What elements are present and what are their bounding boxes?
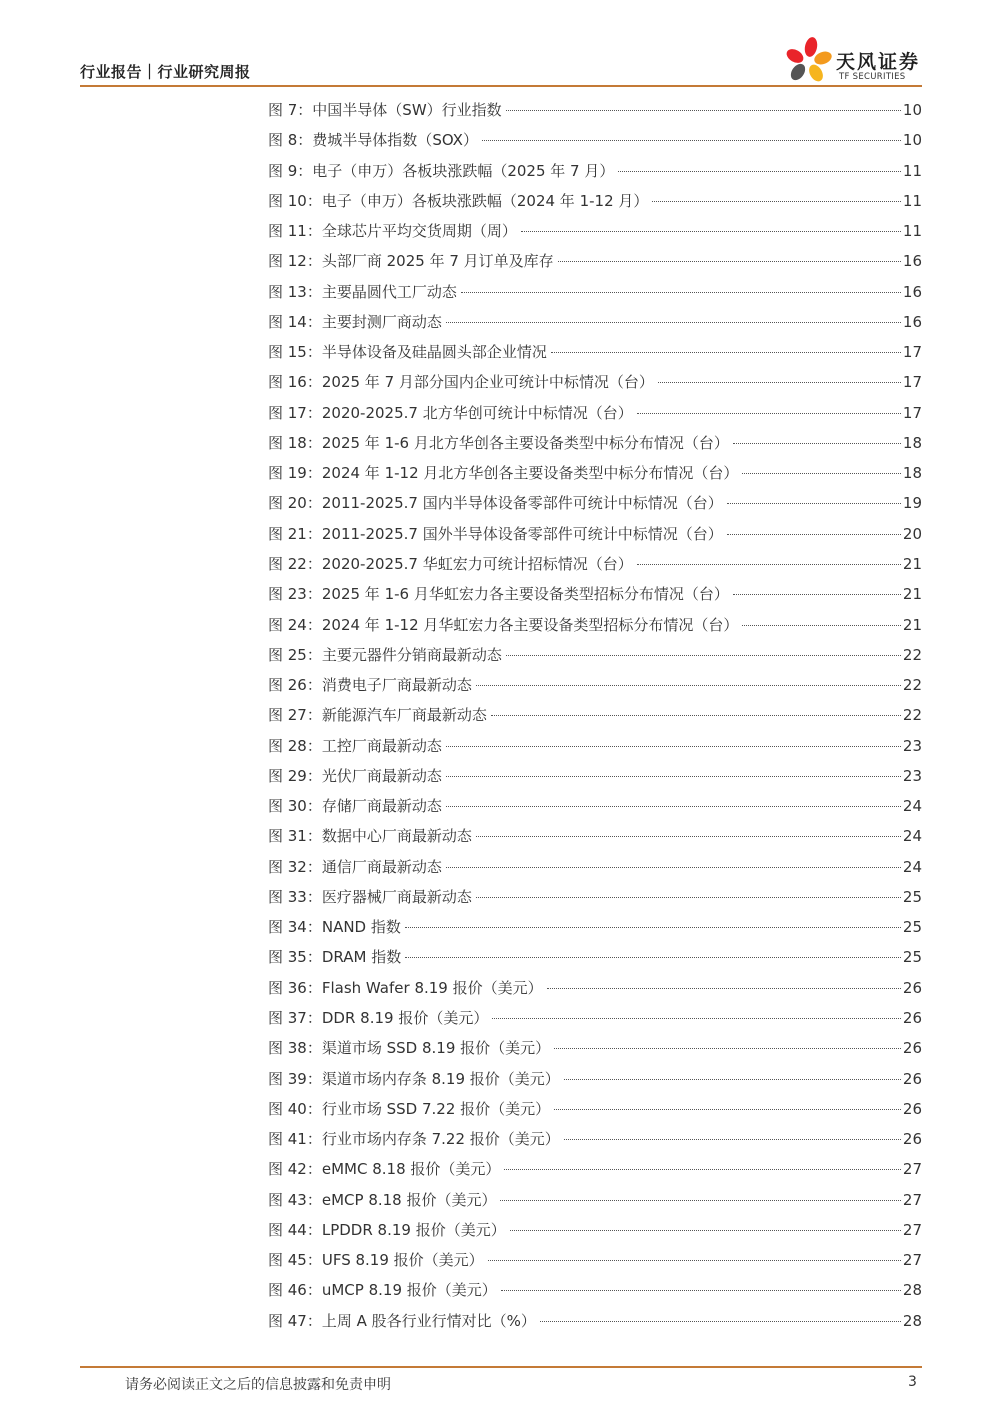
toc-entry-page: 22 [902,706,922,725]
toc-entry-label: 图 16：2025 年 7 月部分国内企业可统计中标情况（台） [268,373,654,392]
toc-entry-label: 图 25：主要元器件分销商最新动态 [268,645,502,664]
toc-entry-label: 图 18：2025 年 1-6 月北方华创各主要设备类型中标分布情况（台） [268,433,729,452]
toc-entry-page: 20 [902,524,922,543]
toc-dot-leader [446,745,901,747]
toc-dot-leader [482,139,901,141]
toc-entry-page: 26 [902,1130,922,1149]
toc-entry[interactable] [268,125,922,155]
toc-entry[interactable] [268,882,922,912]
toc-entry-label: 图 17：2020-2025.7 北方华创可统计中标情况（台） [268,403,633,422]
toc-entry-page: 26 [902,978,922,997]
toc-entry[interactable] [268,1245,922,1275]
toc-entry[interactable] [268,307,922,337]
toc-entry-page: 25 [902,918,922,937]
toc-dot-leader [405,926,901,928]
toc-entry-page: 24 [902,827,922,846]
toc-entry-label: 图 40：行业市场 SSD 7.22 报价（美元） [268,1099,551,1118]
toc-dot-leader [476,896,901,898]
toc-entry[interactable] [268,912,922,942]
toc-entry-page: 21 [902,615,922,634]
toc-dot-leader [540,1320,901,1322]
toc-dot-leader [492,1017,901,1019]
toc-entry-label: 图 7：中国半导体（SW）行业指数 [268,101,502,119]
toc-entry[interactable] [268,367,922,397]
toc-entry-page: 24 [902,857,922,876]
toc-dot-leader [547,987,901,989]
toc-entry-label: 图 13：主要晶圆代工厂动态 [268,282,457,301]
toc-entry-label: 图 26：消费电子厂商最新动态 [268,676,472,695]
toc-entry-label: 图 33：医疗器械厂商最新动态 [268,887,472,906]
toc-entry[interactable] [268,640,922,670]
toc-dot-leader [742,472,901,474]
toc-entry[interactable] [268,1215,922,1245]
flower-logo-icon [784,36,832,84]
toc-entry-label: 图 36：Flash Wafer 8.19 报价（美元） [268,978,543,997]
toc-entry-page: 11 [902,222,922,241]
toc-entry[interactable] [268,821,922,851]
toc-entry[interactable] [268,519,922,549]
toc-entry-label: 图 22：2020-2025.7 华虹宏力可统计招标情况（台） [268,554,633,573]
toc-entry-label: 图 34：NAND 指数 [268,918,401,937]
toc-dot-leader [506,109,901,111]
toc-entry[interactable] [268,973,922,1003]
toc-entry-label: 图 15：半导体设备及硅晶圆头部企业情况 [268,343,547,362]
toc-entry-label: 图 24：2024 年 1-12 月华虹宏力各主要设备类型招标分布情况（台） [268,615,739,634]
toc-entry-page: 17 [902,403,922,422]
toc-entry-label: 图 38：渠道市场 SSD 8.19 报价（美元） [268,1039,551,1058]
toc-entry[interactable] [268,1154,922,1184]
toc-entry-label: 图 9：电子（申万）各板块涨跌幅（2025 年 7 月） [268,161,615,180]
toc-entry[interactable] [268,156,922,186]
toc-entry[interactable] [268,1306,922,1336]
toc-dot-leader [491,714,901,716]
toc-entry-page: 27 [902,1220,922,1239]
footer-divider [80,1366,922,1368]
toc-entry-page: 18 [902,433,922,452]
toc-dot-leader [554,1047,901,1049]
brand-logo [784,36,934,88]
header-divider [80,85,922,87]
toc-entry-page: 10 [902,131,922,150]
toc-entry-page: 27 [902,1190,922,1209]
toc-entry-page: 25 [902,948,922,967]
toc-dot-leader [488,1259,901,1261]
toc-entry-page: 28 [902,1311,922,1330]
toc-entry[interactable] [268,337,922,367]
toc-entry-page: 28 [902,1281,922,1300]
toc-entry-page: 26 [902,1039,922,1058]
toc-dot-leader [558,260,901,262]
toc-entry[interactable] [268,791,922,821]
toc-dot-leader [637,412,901,414]
toc-entry-page: 22 [902,645,922,664]
toc-dot-leader [461,291,901,293]
toc-entry-label: 图 23：2025 年 1-6 月华虹宏力各主要设备类型招标分布情况（台） [268,585,729,604]
toc-entry-label: 图 27：新能源汽车厂商最新动态 [268,706,487,725]
toc-entry-label: 图 20：2011-2025.7 国内半导体设备零部件可统计中标情况（台） [268,494,723,513]
toc-entry[interactable] [268,1064,922,1094]
toc-entry-label: 图 44：LPDDR 8.19 报价（美元） [268,1220,506,1239]
toc-entry[interactable] [268,277,922,307]
toc-dot-leader [446,866,901,868]
toc-entry-page: 23 [902,766,922,785]
toc-entry[interactable] [268,610,922,640]
toc-entry-page: 19 [902,494,922,513]
toc-entry-label: 图 35：DRAM 指数 [268,948,402,967]
toc-dot-leader [500,1199,900,1201]
toc-entry[interactable] [268,1033,922,1063]
toc-entry-page: 21 [902,554,922,573]
toc-entry-label: 图 8：费城半导体指数（SOX） [268,131,478,150]
toc-entry-page: 26 [902,1069,922,1088]
figure-table-of-contents [268,95,922,1336]
toc-entry-label: 图 45：UFS 8.19 报价（美元） [268,1251,484,1270]
toc-dot-leader [637,563,901,565]
toc-entry[interactable] [268,549,922,579]
toc-entry-label: 图 31：数据中心厂商最新动态 [268,827,472,846]
toc-entry[interactable] [268,95,922,125]
toc-dot-leader [504,1168,901,1170]
toc-dot-leader [652,200,901,202]
toc-entry[interactable] [268,700,922,730]
toc-dot-leader [446,805,901,807]
toc-entry-label: 图 10：电子（申万）各板块涨跌幅（2024 年 1-12 月） [268,191,649,210]
brand-name-cn: 天风证券 [836,51,921,73]
toc-entry-page: 27 [902,1160,922,1179]
toc-entry[interactable] [268,186,922,216]
toc-entry[interactable] [268,942,922,972]
toc-dot-leader [446,775,901,777]
toc-entry[interactable] [268,1124,922,1154]
toc-dot-leader [521,230,901,232]
toc-entry[interactable] [268,1094,922,1124]
toc-dot-leader [554,1108,901,1110]
toc-dot-leader [446,321,901,323]
footer-disclaimer: 请务必阅读正文之后的信息披露和免责申明 [125,1377,391,1393]
toc-dot-leader [551,351,901,353]
toc-dot-leader [727,533,901,535]
toc-entry-page: 17 [902,373,922,392]
toc-entry-label: 图 19：2024 年 1-12 月北方华创各主要设备类型中标分布情况（台） [268,464,739,483]
toc-entry-label: 图 12：头部厂商 2025 年 7 月订单及库存 [268,252,554,271]
toc-entry-page: 16 [902,312,922,331]
toc-entry-page: 23 [902,736,922,755]
brand-name-en: TF SECURITIES [839,72,906,82]
toc-entry-page: 24 [902,797,922,816]
toc-dot-leader [405,956,901,958]
toc-entry[interactable] [268,579,922,609]
toc-entry-label: 图 11：全球芯片平均交货周期（周） [268,222,517,241]
toc-entry-label: 图 32：通信厂商最新动态 [268,857,442,876]
toc-entry-label: 图 37：DDR 8.19 报价（美元） [268,1008,489,1027]
toc-entry-label: 图 41：行业市场内存条 7.22 报价（美元） [268,1130,560,1149]
toc-entry[interactable] [268,458,922,488]
toc-entry-page: 16 [902,252,922,271]
toc-dot-leader [506,654,901,656]
toc-entry-label: 图 21：2011-2025.7 国外半导体设备零部件可统计中标情况（台） [268,524,723,543]
toc-entry-page: 27 [902,1251,922,1270]
toc-entry-page: 11 [902,161,922,180]
toc-dot-leader [733,442,901,444]
toc-entry[interactable] [268,216,922,246]
toc-entry-label: 图 30：存储厂商最新动态 [268,797,442,816]
toc-dot-leader [564,1138,901,1140]
toc-entry-label: 图 46：uMCP 8.19 报价（美元） [268,1281,497,1300]
toc-dot-leader [564,1078,901,1080]
toc-dot-leader [476,684,901,686]
toc-entry[interactable] [268,1003,922,1033]
toc-dot-leader [658,381,901,383]
toc-entry[interactable] [268,1275,922,1305]
toc-dot-leader [510,1229,901,1231]
toc-entry-label: 图 28：工控厂商最新动态 [268,736,442,755]
page-number: 3 [908,1374,917,1390]
toc-entry-page: 26 [902,1008,922,1027]
toc-entry[interactable] [268,398,922,428]
toc-entry-page: 10 [902,101,922,119]
toc-entry[interactable] [268,246,922,276]
toc-entry-label: 图 42：eMMC 8.18 报价（美元） [268,1160,501,1179]
toc-entry-page: 11 [902,191,922,210]
toc-dot-leader [618,170,901,172]
toc-entry-label: 图 47：上周 A 股各行业行情对比（%） [268,1311,536,1330]
toc-entry-page: 26 [902,1099,922,1118]
toc-entry-page: 21 [902,585,922,604]
toc-dot-leader [476,835,901,837]
toc-entry[interactable] [268,428,922,458]
toc-dot-leader [742,624,901,626]
toc-entry-label: 图 14：主要封测厂商动态 [268,312,442,331]
toc-entry-page: 22 [902,676,922,695]
toc-dot-leader [501,1289,901,1291]
toc-entry[interactable] [268,731,922,761]
toc-entry[interactable] [268,670,922,700]
toc-entry-page: 17 [902,343,922,362]
toc-entry-page: 18 [902,464,922,483]
toc-entry[interactable] [268,852,922,882]
toc-entry-label: 图 43：eMCP 8.18 报价（美元） [268,1190,497,1209]
toc-dot-leader [733,593,901,595]
header-report-type: 行业报告｜行业研究周报 [80,63,251,81]
toc-entry-page: 16 [902,282,922,301]
toc-entry[interactable] [268,488,922,518]
toc-entry[interactable] [268,761,922,791]
toc-entry-label: 图 29：光伏厂商最新动态 [268,766,442,785]
toc-entry[interactable] [268,1185,922,1215]
toc-entry-page: 25 [902,887,922,906]
toc-dot-leader [727,502,901,504]
toc-entry-label: 图 39：渠道市场内存条 8.19 报价（美元） [268,1069,560,1088]
